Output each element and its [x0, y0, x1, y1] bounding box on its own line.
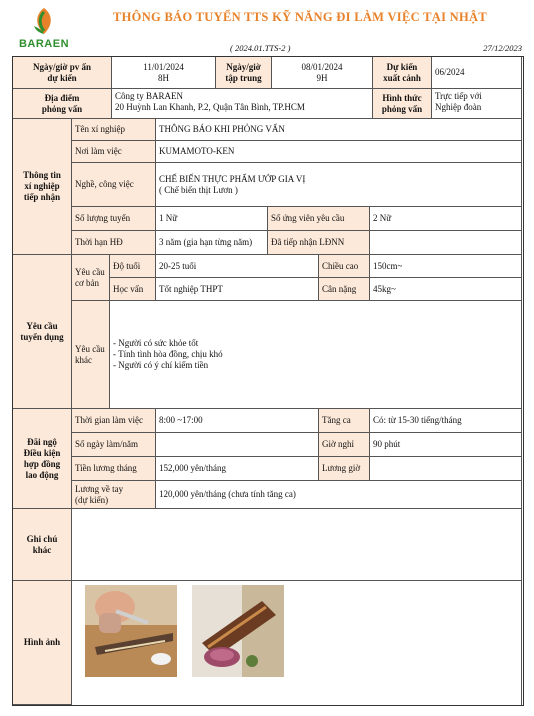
header: [0, 0, 534, 58]
hourly-wage-label: Lương giờ: [319, 457, 370, 481]
location-value: Công ty BARAEN 20 Huỳnh Lan Khanh, P.2, Quận Tân Bình, TP.HCM: [112, 89, 373, 119]
hire-count-label: Số lượng tuyển: [72, 207, 156, 231]
foreign-workers-label: Đã tiếp nhận LĐNN: [268, 231, 370, 255]
break-time-label: Giờ nghỉ: [319, 433, 370, 457]
hire-count-value: 1 Nữ: [156, 207, 268, 231]
weight-value: 45kg~: [370, 278, 522, 301]
workplace-label: Nơi làm việc: [72, 141, 156, 163]
departure-label: Dự kiến xuất cảnh: [373, 57, 432, 89]
net-salary-label: Lương về tay (dự kiến): [72, 481, 156, 509]
age-label: Độ tuổi: [110, 255, 156, 278]
gather-date-label: Ngày/giờ tập trung: [216, 57, 272, 89]
form-table: [12, 56, 524, 706]
notes-value: [72, 509, 522, 581]
height-value: 150cm~: [370, 255, 522, 278]
candidates-label: Số ứng viên yêu cầu: [268, 207, 370, 231]
break-time-value: 90 phút: [370, 433, 522, 457]
net-salary-value: 120,000 yên/tháng (chưa tính tăng ca): [156, 481, 522, 509]
working-hours-label: Thời gian làm việc: [72, 409, 156, 433]
document-date: 27/12/2023: [483, 43, 522, 53]
interview-date-value: 11/01/2024 8H: [112, 57, 216, 89]
age-value: 20-25 tuổi: [156, 255, 319, 278]
gather-date-value: 08/01/2024 9H: [272, 57, 373, 89]
foreign-workers-value: [370, 231, 522, 255]
company-name-value: THÔNG BÁO KHI PHỎNG VẤN: [156, 119, 522, 141]
job-label: Nghề, công việc: [72, 163, 156, 207]
basic-requirements-label: Yêu cầu cơ bản: [72, 255, 110, 301]
monthly-salary-label: Tiền lương tháng: [72, 457, 156, 481]
other-requirements-label: Yêu cầu khác: [72, 301, 110, 409]
company-name-label: Tên xí nghiệp: [72, 119, 156, 141]
interview-date-label: Ngày/giờ pv ấn dự kiến: [13, 57, 112, 89]
education-label: Học vấn: [110, 278, 156, 301]
height-label: Chiều cao: [319, 255, 370, 278]
job-value: CHẾ BIẾN THỰC PHẨM ƯỚP GIA VỊ ( Chế biến thịt Lươn ): [156, 163, 522, 207]
contract-term-label: Thời hạn HĐ: [72, 231, 156, 255]
page-title: THÔNG BÁO TUYỂN TTS KỸ NĂNG ĐI LÀM VIỆC TẠI NHẬT: [113, 10, 487, 24]
requirements-section-label: Yêu cầu tuyển dụng: [13, 255, 72, 409]
education-value: Tốt nghiệp THPT: [156, 278, 319, 301]
location-label: Địa điểm phỏng vấn: [13, 89, 112, 119]
notes-label: Ghi chú khác: [13, 509, 72, 581]
working-hours-value: 8:00 ~17:00: [156, 409, 319, 433]
company-section-label: Thông tin xí nghiệp tiếp nhận: [13, 119, 72, 255]
contract-term-value: 3 năm (gia hạn từng năm): [156, 231, 268, 255]
overtime-label: Tăng ca: [319, 409, 370, 433]
document-code: ( 2024.01.TTS-2 ): [230, 43, 291, 53]
eel-dish-photo: [192, 585, 284, 677]
departure-value: 06/2024: [432, 57, 522, 89]
logo-text: BARAEN: [18, 38, 70, 50]
other-requirements-value: - Người có sức khỏe tốt - Tính tình hòa đồng, chịu khó - Người có ý chí kiếm tiền: [110, 301, 522, 409]
images-area: [72, 581, 522, 705]
overtime-value: Có: từ 15-30 tiếng/tháng: [370, 409, 522, 433]
interview-form-value: Trực tiếp với Nghiệp đoàn: [432, 89, 522, 119]
eel-preparation-photo: [85, 585, 177, 677]
work-days-value: [156, 433, 319, 457]
leaf-icon: [30, 6, 58, 36]
work-days-label: Số ngày làm/năm: [72, 433, 156, 457]
weight-label: Cân nặng: [319, 278, 370, 301]
hourly-wage-value: [370, 457, 522, 481]
monthly-salary-value: 152,000 yên/tháng: [156, 457, 319, 481]
conditions-section-label: Đãi ngộ Điều kiện hợp đồng lao động: [13, 409, 72, 509]
candidates-value: 2 Nữ: [370, 207, 522, 231]
images-label: Hình ảnh: [13, 581, 72, 705]
workplace-value: KUMAMOTO-KEN: [156, 141, 522, 163]
interview-form-label: Hình thức phỏng vấn: [373, 89, 432, 119]
baraen-logo: [14, 6, 74, 54]
